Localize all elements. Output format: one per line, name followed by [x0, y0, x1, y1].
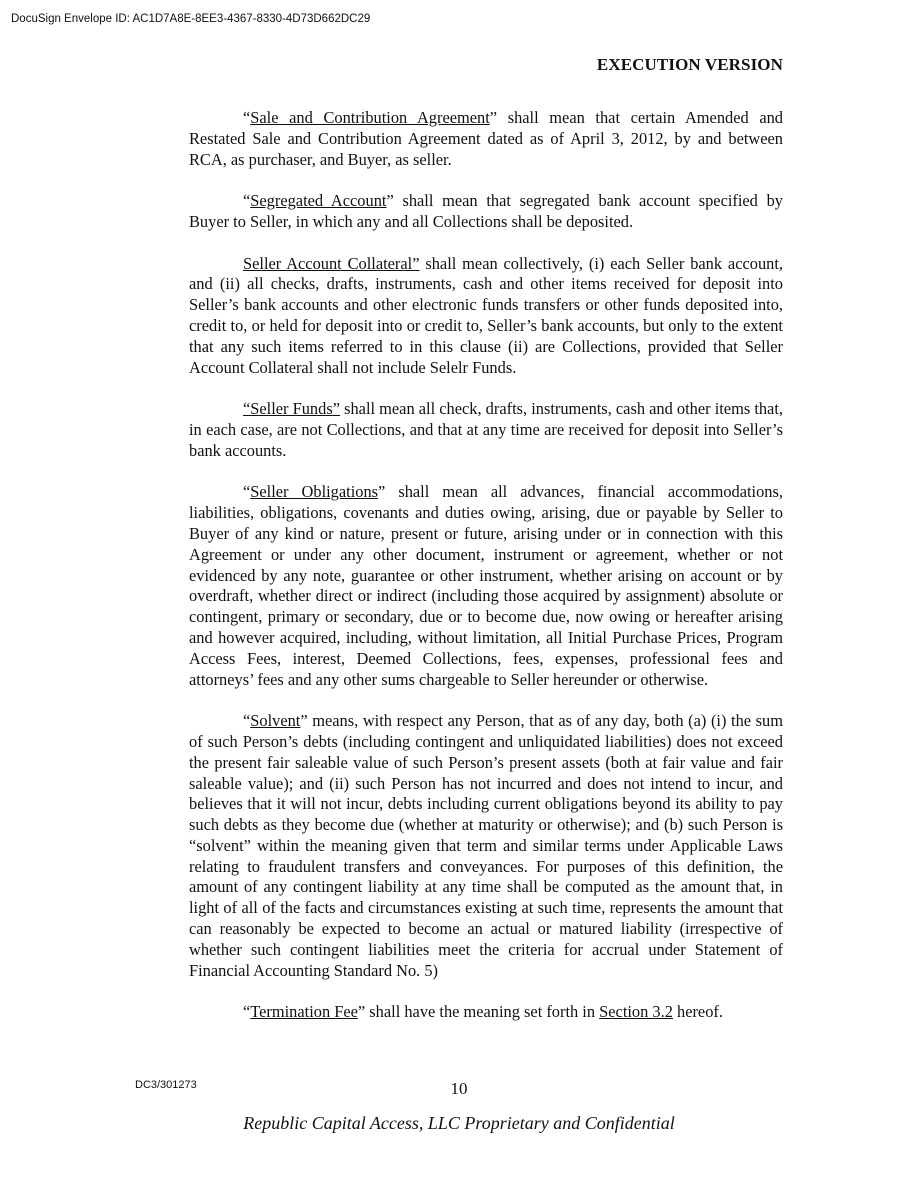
definition-seller-account-collateral: Seller Account Collateral” shall mean collectively, (i) each Seller bank account, and (ii) all checks, drafts, instruments, cash and other items received for deposit into Seller’s bank accounts and other electronic funds transfers or other funds deposited into, credit to, or held for deposit into or credit to, Seller’s bank accounts, but only to the extent that any such items referred to in this clause (ii) are Collections, provided that Seller Account Collateral shall not include Selelr Funds.: [189, 253, 783, 377]
defined-term: Seller Obligations: [250, 482, 379, 502]
definition-termination-fee: “Termination Fee” shall have the meaning set forth in Section 3.2 hereof.: [243, 1002, 723, 1022]
docusign-envelope-id: DocuSign Envelope ID: AC1D7A8E-8EE3-4367-8330-4D73D662DC29: [11, 13, 371, 25]
defined-term: Termination Fee: [250, 1002, 358, 1022]
execution-version-label: EXECUTION VERSION: [596, 55, 783, 74]
section-reference: Section 3.2: [599, 1002, 673, 1022]
defined-term: Seller Account Collateral”: [243, 253, 420, 273]
confidentiality-notice: Republic Capital Access, LLC Proprietary and Confidential: [243, 1113, 675, 1133]
defined-term: Sale and Contribution Agreement: [250, 108, 490, 127]
definition-segregated-account: “Segregated Account” shall mean that segregated bank account specified by Buyer to Seller, in which any and all Collections shall be deposited.: [189, 191, 783, 231]
defined-term: Segregated Account: [250, 191, 387, 211]
definitions-body: [189, 108, 783, 1044]
definition-seller-funds: “Seller Funds” shall mean all check, drafts, instruments, cash and other items that, in each case, are not Collections, and that at any time are received for deposit into Seller’s bank accounts.: [189, 399, 783, 460]
definition-sale-contribution-agreement: “Sale and Contribution Agreement” shall mean that certain Amended and Restated Sale and Contribution Agreement dated as of April 3, 2012, by and between RCA, as purchaser, and Buyer, as seller.: [189, 108, 783, 169]
definition-solvent: “Solvent” means, with respect any Person, that as of any day, both (a) (i) the sum of such Person’s debts (including contingent and unliquidated liabilities) does not exceed the present fair saleable value of such Person’s present assets (both at fair value and fair saleable value); and (ii) such Person has not incurred and does not intend to incur, and believes that it will not incur, debts including current obligations beyond its ability to pay such debts as they become due (whether at maturity or otherwise); and (b) such Person is “solvent” within the meaning given that term and similar terms under Applicable Laws relating to fraudulent transfers and conveyances. For purposes of this definition, the amount of any contingent liability at any time shall be computed as the amount that, in light of all of the facts and circumstances existing at such time, represents the amount that can reasonably be expected to become an actual or matured liability (irrespective of whether such contingent liabilities meet the criteria for accrual under Statement of Financial Accounting Standard No. 5): [189, 711, 783, 980]
definition-seller-obligations: “Seller Obligations” shall mean all advances, financial accommodations, liabilities, obligations, covenants and duties owing, arising, due or payable by Seller to Buyer of any kind or nature, present or future, arising under or in connection with this Agreement or under any other document, instrument or agreement, whether or not evidenced by any note, guarantee or other instrument, whether arising on account or by overdraft, whether direct or indirect (including those acquired by assignment) absolute or contingent, primary or secondary, due or to become due, now owing or hereafter arising and however acquired, including, without limitation, all Initial Purchase Prices, Program Access Fees, interest, Deemed Collections, fees, expenses, professional fees and attorneys’ fees and any other sums chargeable to Seller hereunder or otherwise.: [189, 482, 783, 689]
footer-doc-id: DC3/301273: [135, 1079, 197, 1091]
defined-term: Solvent: [250, 711, 301, 731]
page-number: 10: [450, 1079, 468, 1098]
defined-term: “Seller Funds”: [243, 399, 340, 419]
